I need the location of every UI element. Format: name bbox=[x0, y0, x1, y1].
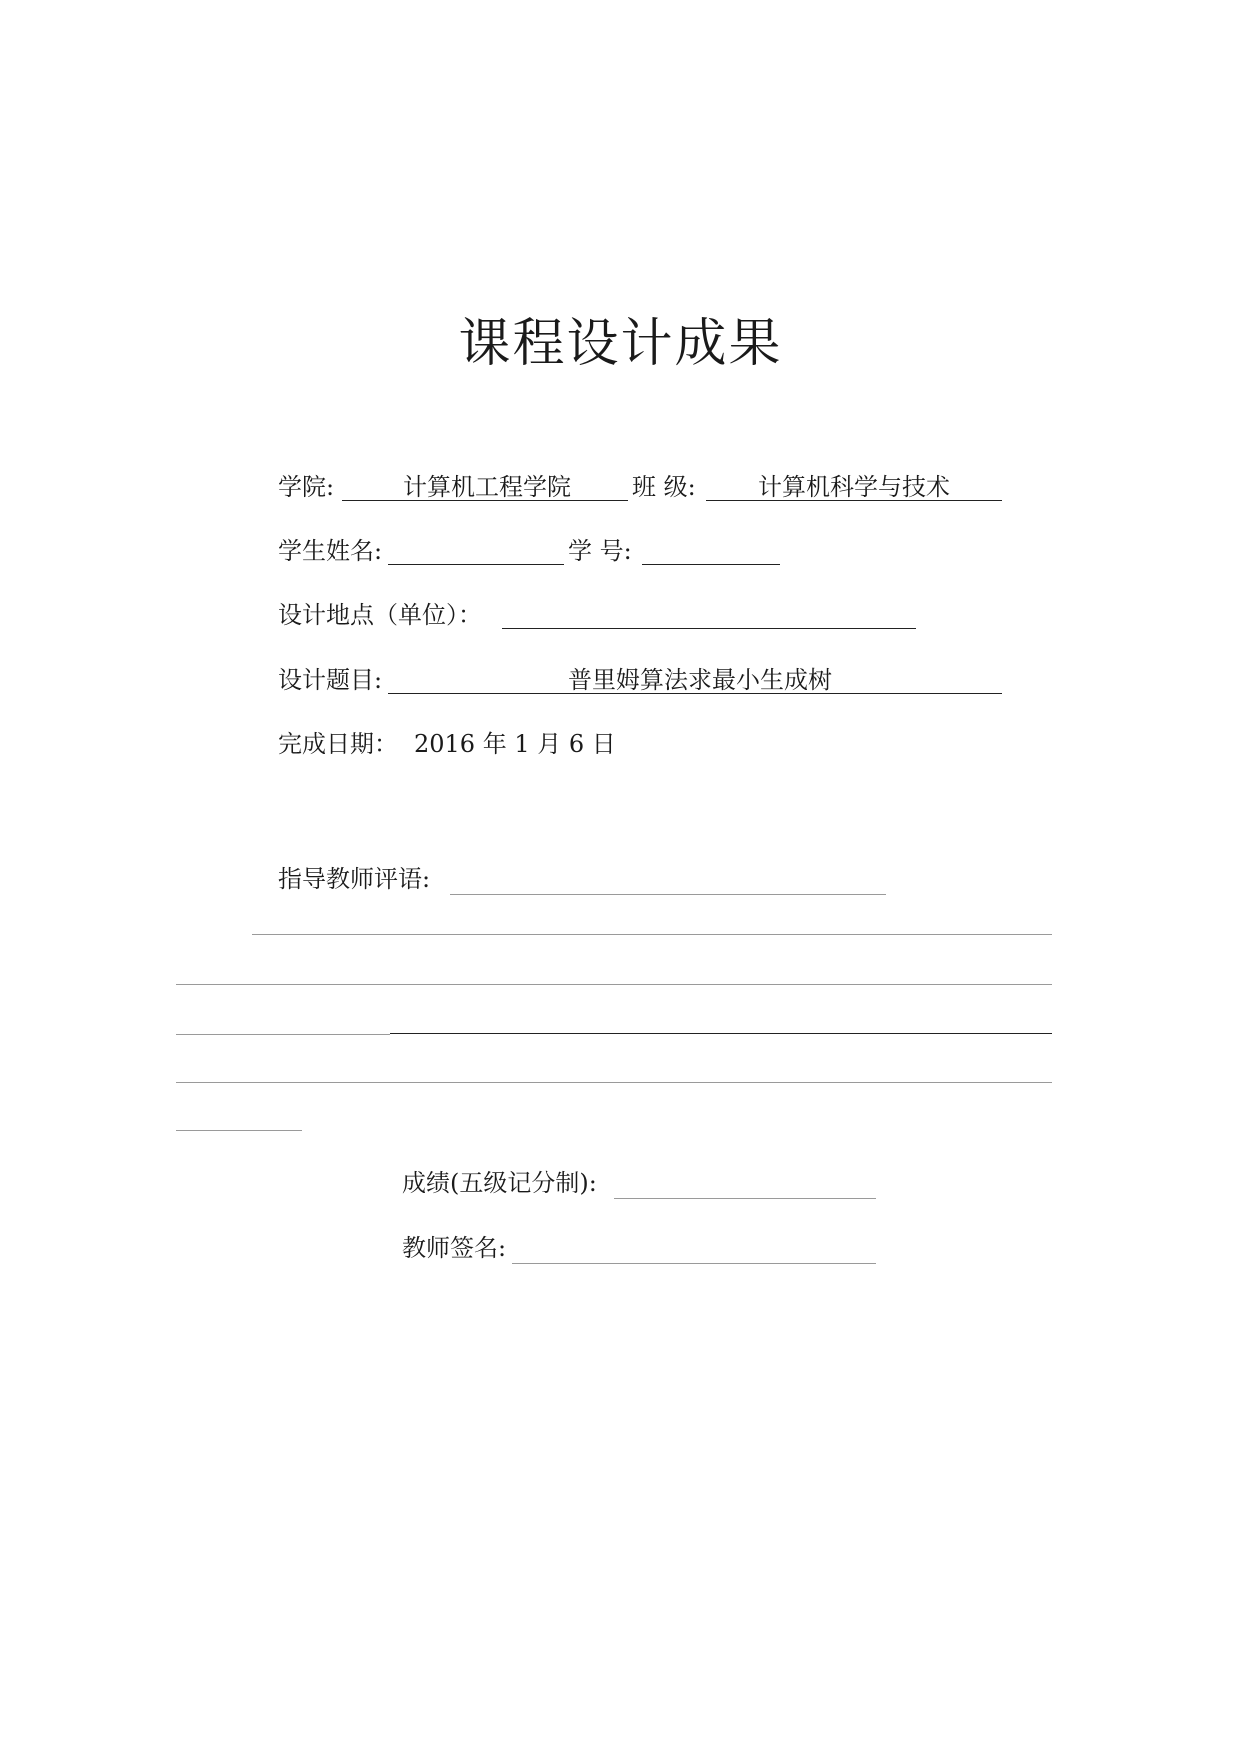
student-name-field[interactable] bbox=[388, 564, 564, 565]
comments-line-4a[interactable] bbox=[176, 1034, 390, 1035]
date-label: 完成日期： bbox=[278, 730, 398, 758]
location-row bbox=[278, 600, 928, 634]
comments-label-row bbox=[278, 864, 898, 898]
location-field[interactable] bbox=[502, 628, 916, 629]
college-value: 计算机工程学院 bbox=[403, 473, 571, 501]
comments-line-1[interactable] bbox=[450, 894, 886, 895]
class-label: 班 级: bbox=[632, 473, 696, 501]
comments-label: 指导教师评语: bbox=[278, 865, 431, 893]
comments-line-5[interactable] bbox=[176, 1082, 1052, 1083]
comments-line-2[interactable] bbox=[252, 934, 1052, 935]
date-value: 2016 年 1 月 6 日 bbox=[414, 730, 616, 758]
college-class-row bbox=[278, 472, 1018, 506]
class-value: 计算机科学与技术 bbox=[758, 473, 950, 501]
topic-label: 设计题目: bbox=[278, 666, 383, 694]
signature-label: 教师签名: bbox=[402, 1234, 507, 1262]
topic-row bbox=[278, 665, 1018, 699]
signature-field[interactable] bbox=[512, 1263, 876, 1264]
student-name-label: 学生姓名: bbox=[278, 537, 383, 565]
comments-line-6[interactable] bbox=[176, 1130, 302, 1131]
page-title: 课程设计成果 bbox=[458, 314, 783, 374]
signature-row bbox=[402, 1233, 882, 1267]
comments-line-3[interactable] bbox=[176, 984, 1052, 985]
topic-value: 普里姆算法求最小生成树 bbox=[568, 666, 832, 694]
grade-field[interactable] bbox=[614, 1198, 876, 1199]
grade-row bbox=[402, 1168, 882, 1202]
name-id-row bbox=[278, 536, 798, 570]
college-label: 学院: bbox=[278, 473, 335, 501]
location-label: 设计地点（单位）： bbox=[278, 601, 482, 629]
date-row bbox=[278, 729, 778, 763]
comments-line-4b[interactable] bbox=[390, 1033, 1052, 1034]
student-id-field[interactable] bbox=[642, 564, 780, 565]
student-id-label: 学 号: bbox=[568, 537, 632, 565]
grade-label: 成绩(五级记分制): bbox=[402, 1169, 597, 1197]
